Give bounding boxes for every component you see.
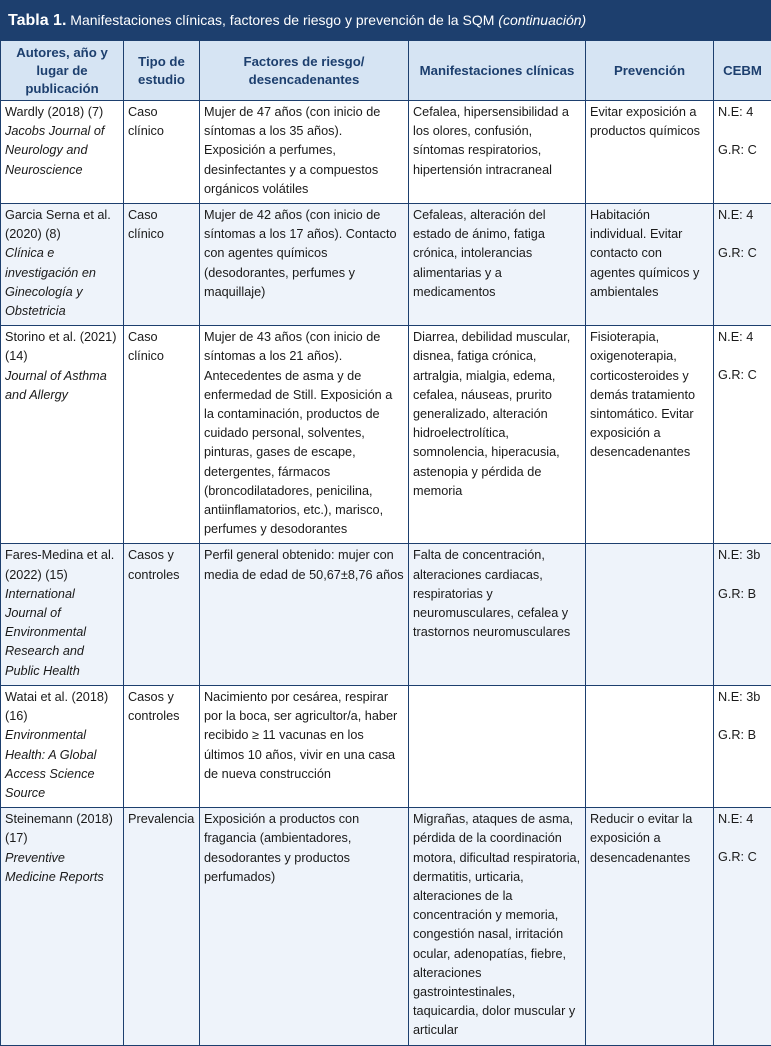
recommendation-grade: G.R: C [718, 368, 757, 382]
data-table [0, 40, 771, 1046]
cell-study-type: Casos y controles [124, 685, 200, 807]
cell-manifestations: Cefalea, hipersensibilidad a los olores, confusión, síntomas respiratorios, hipertensión intracraneal [409, 101, 586, 204]
author: Steinemann (2018) (17) [5, 812, 113, 845]
table-row [1, 685, 771, 807]
table-header-row [1, 41, 771, 101]
cell-manifestations: Diarrea, debilidad muscular, disnea, fatiga crónica, artralgia, mialgia, edema, cefalea, náuseas, prurito generalizado, alteración hidroelectrolítica, somnolencia, hiperacusia, astenopia y pérdida de memoria [409, 326, 586, 544]
cell-study-type: Casos y controles [124, 544, 200, 685]
cell-risk-factors: Perfil general obtenido: mujer con media de edad de 50,67±8,76 años [200, 544, 409, 685]
table-row [1, 326, 771, 544]
author: Storino et al. (2021) (14) [5, 330, 116, 363]
evidence-level: N.E: 4 [718, 105, 753, 119]
header-study-type: Tipo de estudio [124, 41, 200, 101]
cell-study-type: Prevalencia [124, 808, 200, 1045]
cell-authors [1, 204, 124, 326]
header-manifestations: Manifestaciones clínicas [409, 41, 586, 101]
author: Watai et al. (2018) (16) [5, 690, 108, 723]
cell-prevention: Fisioterapia, oxigenoterapia, corticosteroides y demás tratamiento sintomático. Evitar exposición a desencadenantes [586, 326, 714, 544]
header-prevention: Prevención [586, 41, 714, 101]
cell-authors [1, 326, 124, 544]
table-row [1, 808, 771, 1045]
recommendation-grade: G.R: C [718, 850, 757, 864]
cell-cebm [714, 326, 771, 544]
cell-authors [1, 544, 124, 685]
header-authors: Autores, año y lugar de publicación [1, 41, 124, 101]
cell-cebm [714, 204, 771, 326]
evidence-level: N.E: 4 [718, 812, 753, 826]
cell-manifestations: Falta de concentración, alteraciones cardiacas, respiratorias y neuromusculares, cefalea y trastornos neuromusculares [409, 544, 586, 685]
recommendation-grade: G.R: B [718, 728, 756, 742]
table-title: Manifestaciones clínicas, factores de riesgo y prevención de la SQM [70, 12, 494, 28]
header-risk-factors: Factores de riesgo/ desencadenantes [200, 41, 409, 101]
cell-cebm [714, 685, 771, 807]
cell-prevention: Habitación individual. Evitar contacto con agentes químicos y ambientales [586, 204, 714, 326]
cell-study-type: Caso clínico [124, 204, 200, 326]
cell-manifestations [409, 685, 586, 807]
header-cebm: CEBM [714, 41, 771, 101]
evidence-level: N.E: 4 [718, 330, 753, 344]
cell-authors [1, 808, 124, 1045]
recommendation-grade: G.R: C [718, 246, 757, 260]
evidence-level: N.E: 4 [718, 208, 753, 222]
cell-prevention: Reducir o evitar la exposición a desencadenantes [586, 808, 714, 1045]
recommendation-grade: G.R: C [718, 143, 757, 157]
cell-cebm [714, 101, 771, 204]
table-label: Tabla 1. [8, 12, 66, 29]
cell-prevention: Evitar exposición a productos químicos [586, 101, 714, 204]
journal: Preventive Medicine Reports [5, 849, 119, 887]
cell-cebm [714, 544, 771, 685]
author: Fares-Medina et al. (2022) (15) [5, 548, 114, 581]
table-row [1, 544, 771, 685]
cell-manifestations: Migrañas, ataques de asma, pérdida de la coordinación motora, dificultad respiratoria, dermatitis, urticaria, alteraciones de la concentración y memoria, congestión nasal, irritación ocular, adenopatías, fiebre, alteraciones gastrointestinales, taquicardia, dolor muscular y articular [409, 808, 586, 1045]
journal: Environmental Health: A Global Access Science Source [5, 726, 119, 803]
cell-study-type: Caso clínico [124, 326, 200, 544]
cell-study-type: Caso clínico [124, 101, 200, 204]
author: Garcia Serna et al. (2020) (8) [5, 208, 111, 241]
table-title-bar [0, 0, 771, 40]
table-row [1, 204, 771, 326]
table-continuation: (continuación) [498, 12, 586, 28]
evidence-level: N.E: 3b [718, 690, 760, 704]
cell-risk-factors: Mujer de 43 años (con inicio de síntomas a los 21 años). Antecedentes de asma y de enfermedad de Still. Exposición a la contaminación, productos de cuidado personal, solventes, pinturas, gases de escape, detergentes, fármacos (broncodilatadores, penicilina, antiinflamatorios, etc.), marisco, perfumes y desodorantes [200, 326, 409, 544]
journal: Journal of Asthma and Allergy [5, 367, 119, 405]
table-row [1, 101, 771, 204]
cell-risk-factors: Mujer de 42 años (con inicio de síntomas a los 17 años). Contacto con agentes químicos (desodorantes, perfumes y maquillaje) [200, 204, 409, 326]
cell-cebm [714, 808, 771, 1045]
journal: International Journal of Environmental Research and Public Health [5, 585, 119, 681]
cell-prevention [586, 685, 714, 807]
evidence-level: N.E: 3b [718, 548, 760, 562]
cell-prevention [586, 544, 714, 685]
cell-risk-factors: Nacimiento por cesárea, respirar por la boca, ser agricultor/a, haber recibido ≥ 11 vacunas en los últimos 10 años, vivir en una casa de nueva construcción [200, 685, 409, 807]
cell-risk-factors: Exposición a productos con fragancia (ambientadores, desodorantes y productos perfumados) [200, 808, 409, 1045]
cell-manifestations: Cefaleas, alteración del estado de ánimo, fatiga crónica, intolerancias alimentarias y a medicamentos [409, 204, 586, 326]
author: Wardly (2018) (7) [5, 105, 103, 119]
cell-risk-factors: Mujer de 47 años (con inicio de síntomas a los 35 años). Exposición a perfumes, desinfectantes y a compuestos orgánicos volátiles [200, 101, 409, 204]
cell-authors [1, 685, 124, 807]
cell-authors [1, 101, 124, 204]
journal: Jacobs Journal of Neurology and Neuroscience [5, 122, 119, 180]
journal: Clínica e investigación en Ginecología y Obstetricia [5, 244, 119, 321]
recommendation-grade: G.R: B [718, 587, 756, 601]
